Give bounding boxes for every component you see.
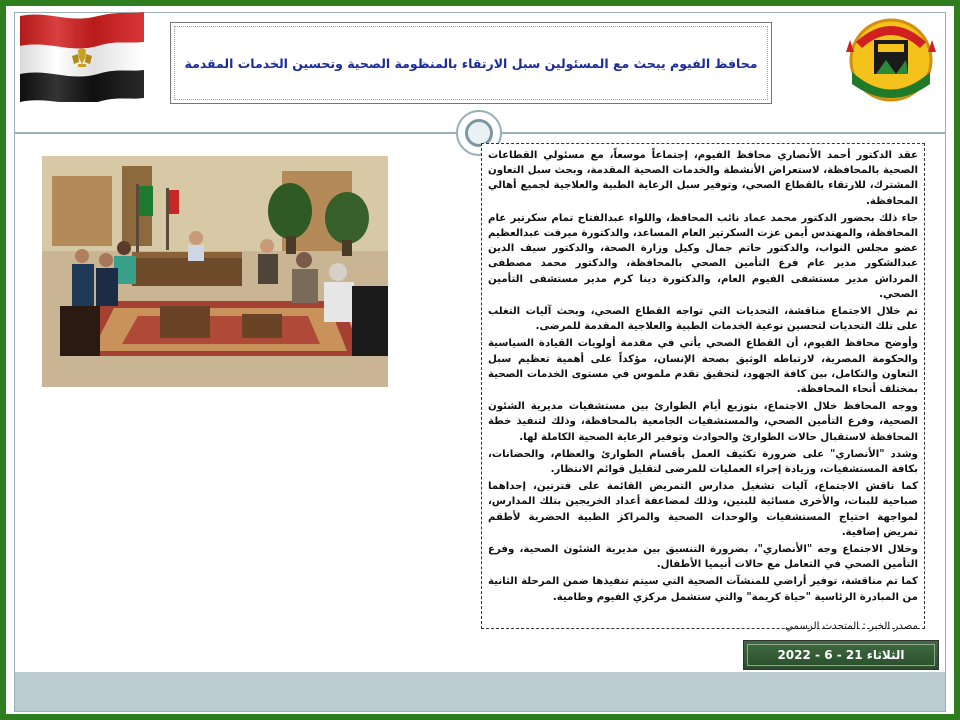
date-bar — [743, 640, 939, 670]
article-body — [481, 143, 925, 632]
article-paragraph: وخلال الاجتماع وجه "الأنصاري"، بضرورة التنسيق بين مديرية الشئون الصحية، وفرع التأمين الصحي في التعامل مع حالات أنيميا الأطفال. — [488, 544, 918, 571]
article-paragraph: ووجه المحافظ خلال الاجتماع، بتوزيع أيام الطوارئ بين مستشفيات مديرية الشئون الصحية، وفرع التأمين الصحي، والمستشفيات الجامعية بالمحافظة، وذلك لتنفيذ خطة المحافظة لاستقبال حالات الطوارئ والحوادث وتوفير الرعاية الصحية الكاملة لها. — [488, 401, 918, 443]
article-paragraph: كما ناقش الاجتماع، آليات تشغيل مدارس التمريض القائمة على فترتين، إحداهما صباحية للبنات، والأخرى مسائية للبنين، وذلك لمضاعفة أعداد الخريجين بتلك المدارس، لمواجهة احتياج المستشفيات والوحدات الصحية والمراكز الطبية الحضرية لأطقم تمريض إضافية. — [488, 481, 918, 538]
page-title: محافظ الفيوم يبحث مع المسئولين سبل الارتقاء بالمنظومة الصحية وتحسين الخدمات المقدمة — [184, 55, 758, 71]
egypt-flag-icon — [18, 10, 146, 102]
footer-band — [15, 672, 945, 711]
date-label: الثلاثاء 21 - 6 - 2022 — [777, 648, 905, 662]
article-paragraph: وشدد "الأنصاري" على ضرورة تكثيف العمل بأقسام الطوارئ والعظام، والحضانات، بكافة المستشفيات، وزيادة إجراء العمليات للمرضى لتقليل قوائم الانتظار. — [488, 448, 918, 476]
article-paragraph: عقد الدكتور أحمد الأنصاري محافظ الفيوم، إجتماعاً موسعاً، مع مسئولي القطاعات الصحية بالمحافظة، لاستعراض الأنشطة والخدمات الصحية المقدمة، وبحث سبل التعاون المشترك، للارتقاء بالقطاع الصحي، وتوفير سبل الرعاية الطبية والعلاجية لجميع أهالي المحافظة. — [488, 150, 918, 207]
fayoum-emblem-icon — [836, 12, 946, 108]
title-box — [170, 22, 772, 104]
article-paragraph: وأوضح محافظ الفيوم، أن القطاع الصحي يأتي في مقدمة أولويات القيادة السياسية والحكومة المصرية، لارتباطه الوثيق بصحة الإنسان، مؤكداً على أهمية تعظيم سبل التعاون والتكامل، بين كافة الجهود، لتحقيق تقدم ملموس في مستوى الخدمات الصحية بمختلف أنحاء المحافظة. — [488, 338, 918, 396]
meeting-photo — [42, 156, 388, 387]
article-paragraph: جاء ذلك بحضور الدكتور محمد عماد نائب المحافظ، واللواء عبدالفتاح تمام سكرتير عام المحافظة، والمهندس أيمن عزت السكرتير العام المساعد، والدكتورة ميرفت عبدالعظيم عضو مجلس النواب، والدكتور حاتم جمال وكيل وزارة الصحة، والدكتور سيف الدين عبدالشكور مدير عام فرع التأمين الصحي بالمحافظة، والدكتور محمد مصطفى المرداش مدير مستشفى الفيوم العام، والدكتورة دينا كرم مدير مستشفى التأمين الصحي. — [488, 212, 918, 300]
article-paragraph: تم خلال الاجتماع مناقشة، التحديات التي تواجه القطاع الصحي، وبحث آليات التغلب على تلك التحديات لتحسين نوعية الخدمات الطبية والعلاجية المقدمة للمرضى. — [488, 306, 918, 333]
article-source: مصدر الخبر : المتحدث الرسمي — [784, 620, 918, 632]
article-paragraph: كما تم مناقشة، توفير أراضي للمنشآت الصحية التي سيتم تنفيذها ضمن المرحلة الثانية من المبادرة الرئاسية "حياة كريمة" والتي ستشمل مركزي الفيوم وطامية. — [488, 576, 918, 603]
